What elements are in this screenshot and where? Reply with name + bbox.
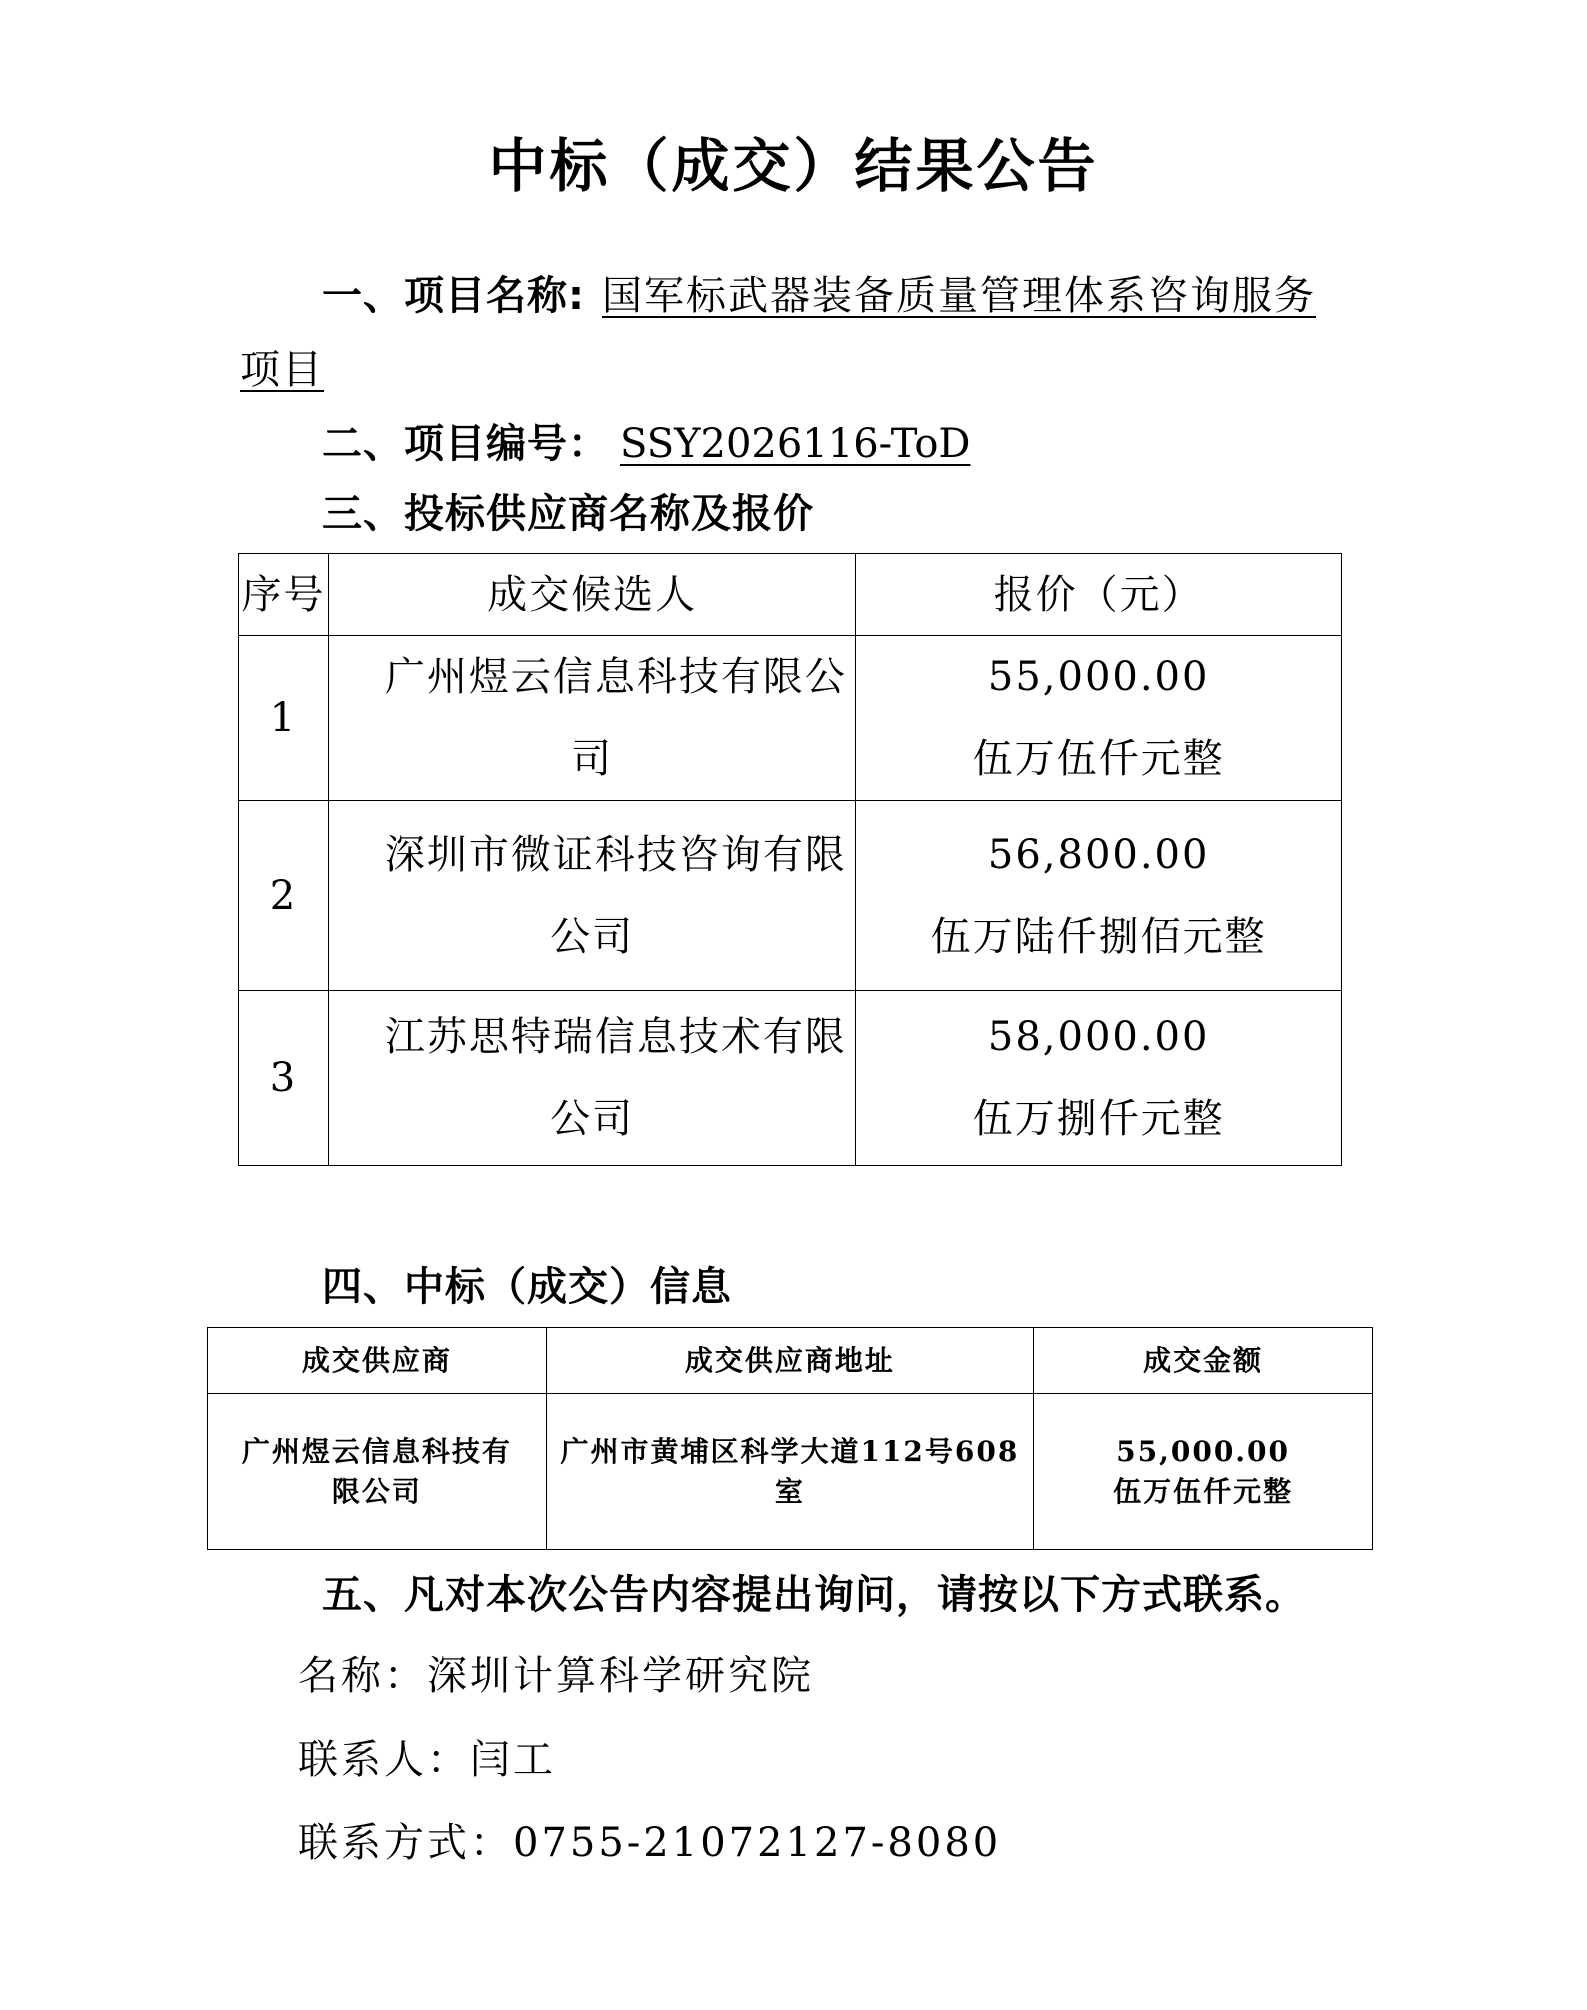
table-row bbox=[239, 801, 1342, 991]
price-amount-cn: 伍万陆仟捌佰元整 bbox=[930, 913, 1267, 960]
price-amount: 55,000.00 bbox=[987, 654, 1210, 700]
candidate-name-line1: 江苏思特瑞信息技术有限 bbox=[384, 1014, 847, 1060]
price-amount: 58,000.00 bbox=[987, 1014, 1210, 1060]
table-header-row bbox=[239, 554, 1342, 636]
candidate-name-line2: 公司 bbox=[550, 913, 635, 960]
award-amount-cn: 伍万伍仟元整 bbox=[1113, 1474, 1294, 1508]
row-no: 2 bbox=[239, 801, 329, 991]
row-no: 3 bbox=[239, 991, 329, 1166]
bidders-heading: 三、投标供应商名称及报价 bbox=[322, 491, 814, 537]
contact-phone: 联系方式：0755-21072127-8080 bbox=[298, 1820, 1002, 1866]
row-candidate bbox=[328, 636, 855, 801]
award-amount bbox=[1034, 1394, 1373, 1550]
price-amount: 56,800.00 bbox=[987, 831, 1210, 878]
candidate-name-line1: 广州煜云信息科技有限公 bbox=[384, 654, 847, 700]
row-candidate bbox=[328, 991, 855, 1166]
table-row bbox=[239, 991, 1342, 1166]
price-amount-cn: 伍万捌仟元整 bbox=[972, 1096, 1225, 1142]
table-row bbox=[239, 636, 1342, 801]
project-name-value: 国军标武器装备质量管理体系咨询服务 bbox=[602, 273, 1316, 319]
row-price bbox=[856, 801, 1342, 991]
award-header-row bbox=[208, 1328, 1373, 1394]
award-supplier bbox=[208, 1394, 547, 1550]
contact-org: 名称：深圳计算科学研究院 bbox=[298, 1653, 814, 1699]
award-amount-number: 55,000.00 bbox=[1116, 1434, 1291, 1468]
address-line2: 室 bbox=[774, 1474, 805, 1508]
row-price bbox=[856, 991, 1342, 1166]
address-line1: 广州市黄埔区科学大道112号608 bbox=[560, 1434, 1020, 1468]
candidate-name-line1: 深圳市微证科技咨询有限 bbox=[384, 831, 847, 878]
row-candidate bbox=[328, 801, 855, 991]
row-price bbox=[856, 636, 1342, 801]
price-amount-cn: 伍万伍仟元整 bbox=[972, 736, 1225, 782]
contact-heading: 五、凡对本次公告内容提出询问，请按以下方式联系。 bbox=[322, 1572, 1306, 1618]
page-title: 中标（成交）结果公告 bbox=[488, 132, 1099, 200]
award-info-heading: 四、中标（成交）信息 bbox=[322, 1264, 732, 1310]
header-candidate: 成交候选人 bbox=[328, 554, 855, 636]
header-supplier: 成交供应商 bbox=[208, 1328, 547, 1394]
project-name-value-cont: 项目 bbox=[240, 347, 324, 393]
header-price: 报价（元） bbox=[856, 554, 1342, 636]
supplier-line1: 广州煜云信息科技有 bbox=[241, 1434, 512, 1468]
project-number-value: SSY2026116-ToD bbox=[620, 421, 971, 467]
candidate-name-line2: 司 bbox=[571, 736, 614, 782]
supplier-line2: 限公司 bbox=[331, 1474, 422, 1508]
header-amount: 成交金额 bbox=[1034, 1328, 1373, 1394]
candidate-name-line2: 公司 bbox=[550, 1096, 635, 1142]
header-no: 序号 bbox=[239, 554, 329, 636]
bidders-table bbox=[238, 553, 1342, 1166]
award-address bbox=[546, 1394, 1034, 1550]
project-name-label: 一、项目名称: bbox=[322, 273, 585, 319]
contact-person: 联系人：闫工 bbox=[298, 1737, 556, 1783]
row-no: 1 bbox=[239, 636, 329, 801]
award-row bbox=[208, 1394, 1373, 1550]
header-address: 成交供应商地址 bbox=[546, 1328, 1034, 1394]
project-number-label: 二、项目编号： bbox=[322, 421, 609, 467]
award-table bbox=[207, 1327, 1373, 1550]
